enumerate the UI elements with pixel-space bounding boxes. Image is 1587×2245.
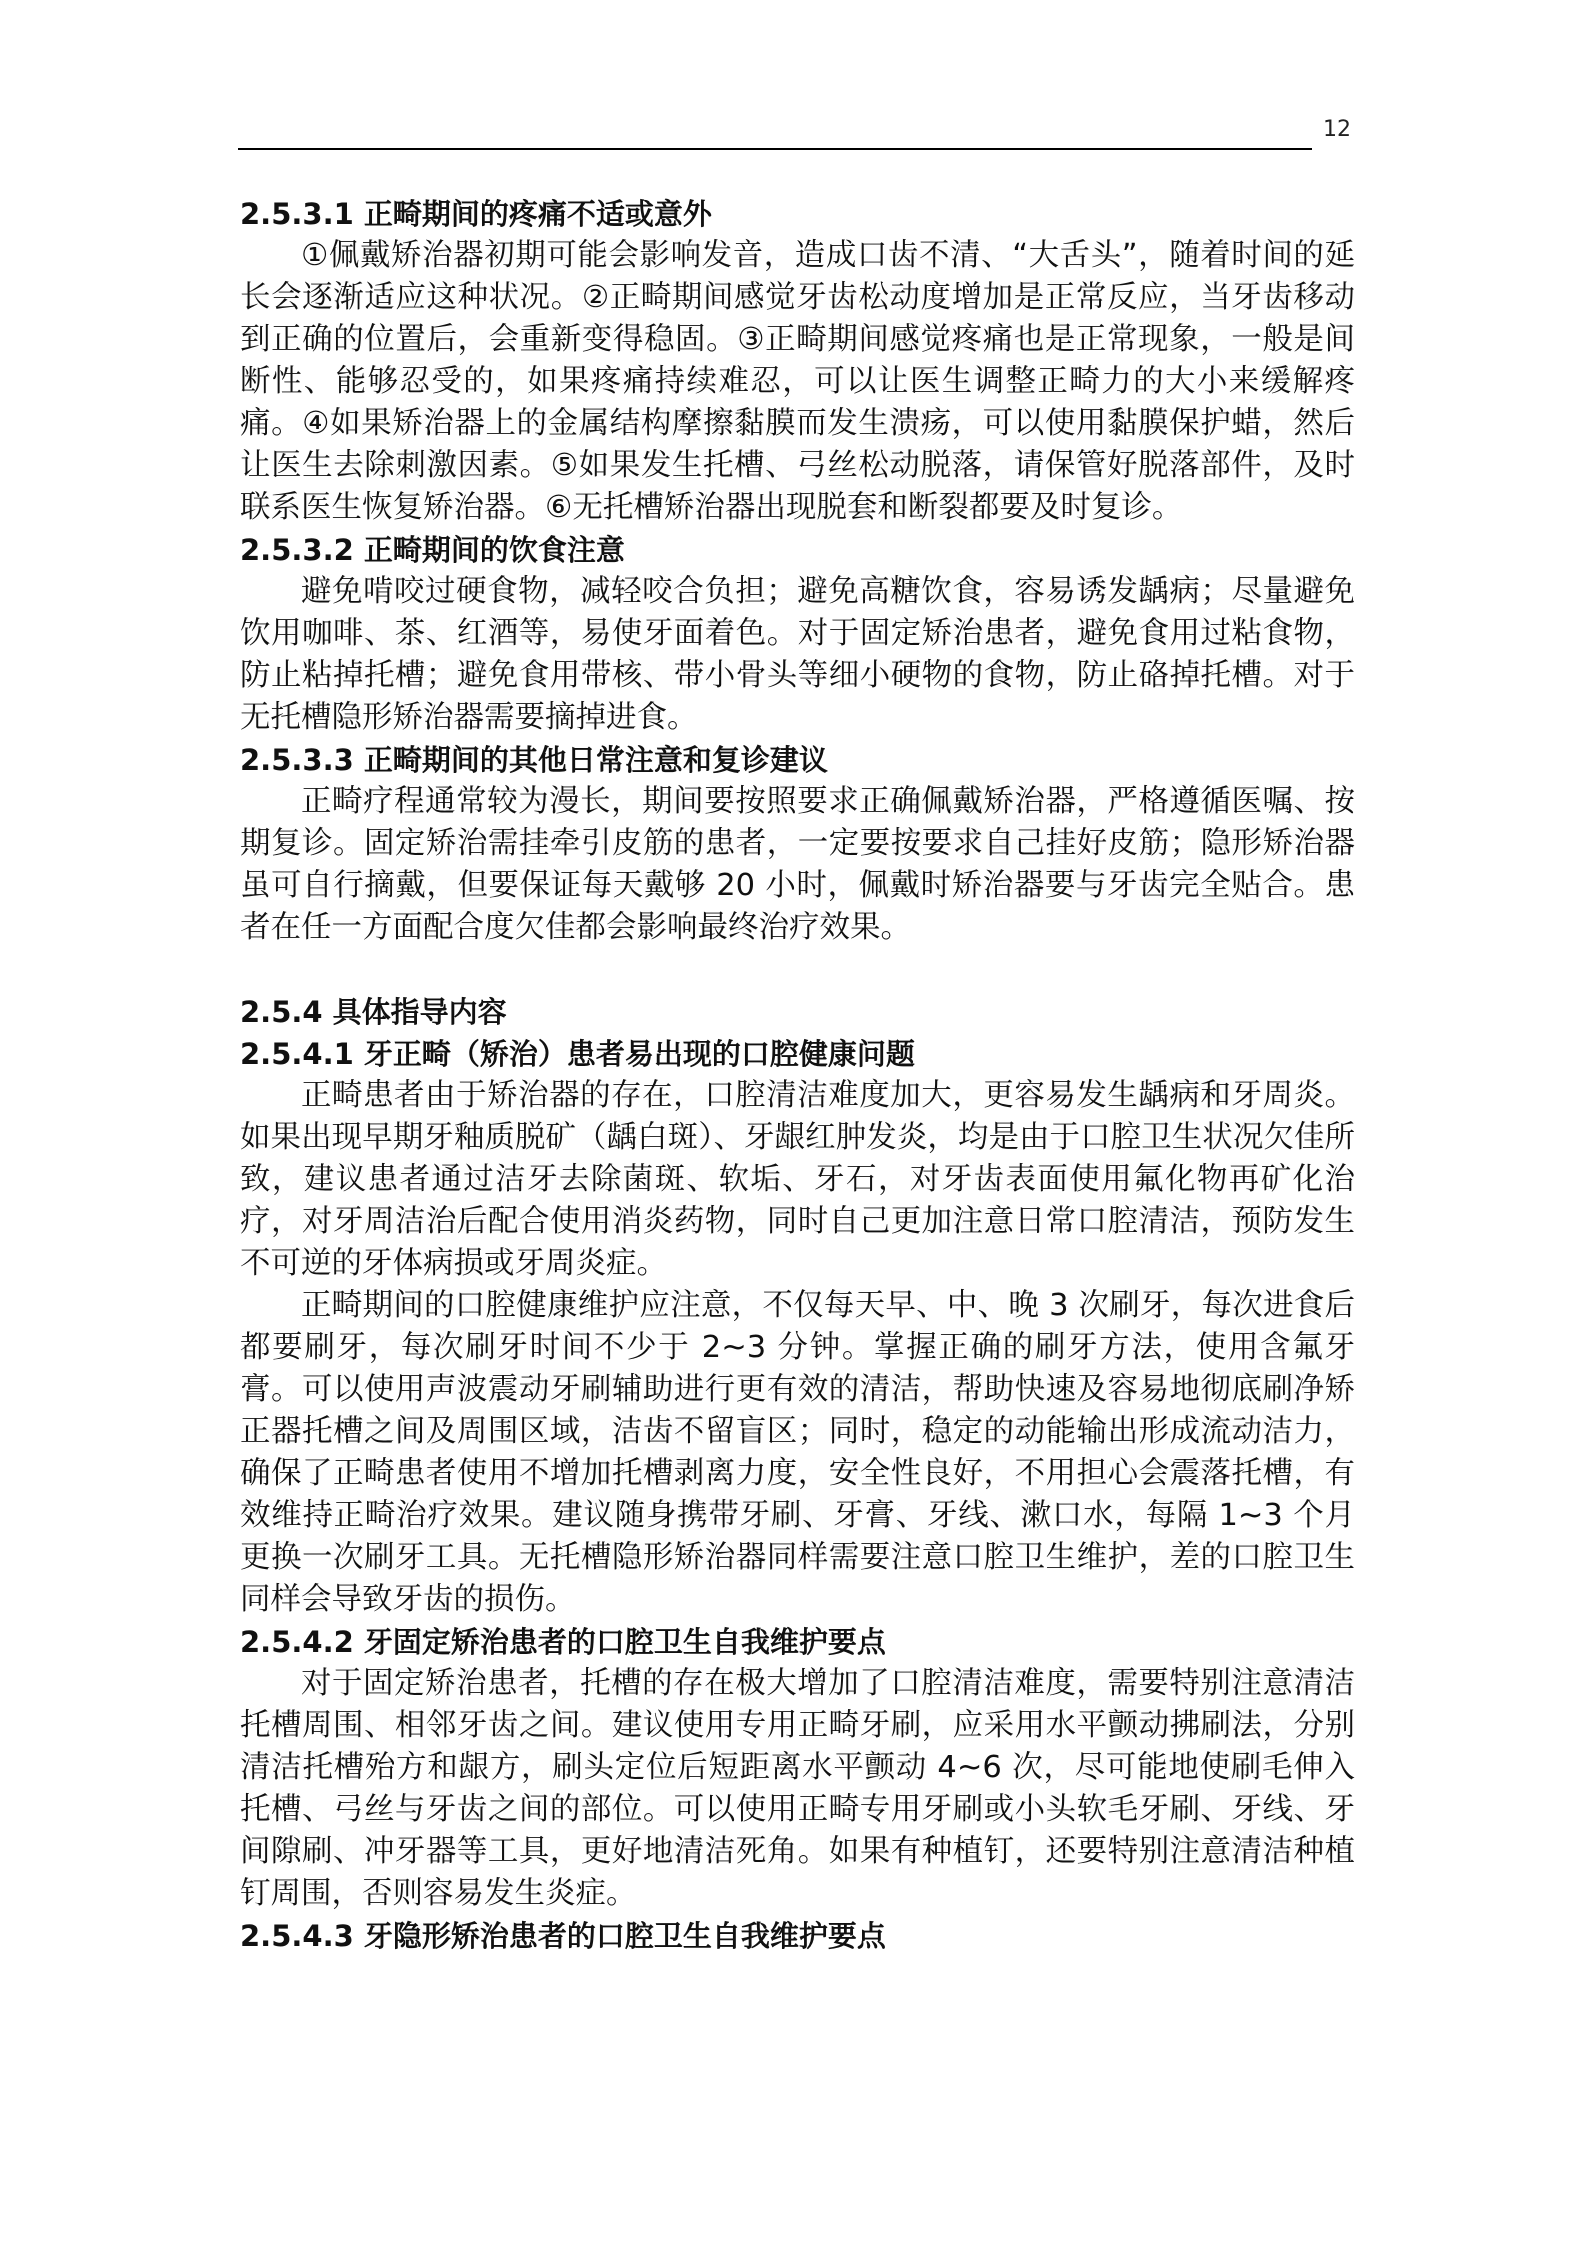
document-body [240,193,1355,1957]
header-rule [238,148,1312,150]
paragraph: 避免啃咬过硬食物，减轻咬合负担；避免高糖饮食，容易诱发龋病；尽量避免饮用咖啡、茶、红酒等，易使牙面着色。对于固定矫治患者，避免食用过粘食物，防止粘掉托槽；避免食用带核、带小骨头等细小硬物的食物，防止硌掉托槽。对于无托槽隐形矫治器需要摘掉进食。 [240,574,1355,735]
section-heading: 2.5.4.3 牙隐形矫治患者的口腔卫生自我维护要点 [240,1919,886,1953]
paragraph: ①佩戴矫治器初期可能会影响发音，造成口齿不清、“大舌头”，随着时间的延长会逐渐适应这种状况。②正畸期间感觉牙齿松动度增加是正常反应，当牙齿移动到正确的位置后，会重新变得稳固。③正畸期间感觉疼痛也是正常现象，一般是间断性、能够忍受的，如果疼痛持续难忍，可以让医生调整正畸力的大小来缓解疼痛。④如果矫治器上的金属结构摩擦黏膜而发生溃疡，可以使用黏膜保护蜡，然后让医生去除刺激因素。⑤如果发生托槽、弓丝松动脱落，请保管好脱落部件，及时联系医生恢复矫治器。⑥无托槽矫治器出现脱套和断裂都要及时复诊。 [240,238,1355,525]
paragraph: 正畸患者由于矫治器的存在，口腔清洁难度加大，更容易发生龋病和牙周炎。如果出现早期牙釉质脱矿（龋白斑）、牙龈红肿发炎，均是由于口腔卫生状况欠佳所致，建议患者通过洁牙去除菌斑、软垢、牙石，对牙齿表面使用氟化物再矿化治疗，对牙周洁治后配合使用消炎药物，同时自己更加注意日常口腔清洁，预防发生不可逆的牙体病损或牙周炎症。 [240,1078,1355,1281]
paragraph: 正畸期间的口腔健康维护应注意，不仅每天早、中、晚 3 次刷牙，每次进食后都要刷牙，每次刷牙时间不少于 2~3 分钟。掌握正确的刷牙方法，使用含氟牙膏。可以使用声波震动牙刷辅助进行更有效的清洁，帮助快速及容易地彻底刷净矫正器托槽之间及周围区域，洁齿不留盲区；同时，稳定的动能输出形成流动洁力，确保了正畸患者使用不增加托槽剥离力度，安全性良好，不用担心会震落托槽，有效维持正畸治疗效果。建议随身携带牙刷、牙膏、牙线、漱口水，每隔 1~3 个月更换一次刷牙工具。无托槽隐形矫治器同样需要注意口腔卫生维护，差的口腔卫生同样会导致牙齿的损伤。 [240,1288,1355,1617]
section-heading: 2.5.3.3 正畸期间的其他日常注意和复诊建议 [240,743,828,777]
section-heading: 2.5.4.1 牙正畸（矫治）患者易出现的口腔健康问题 [240,1037,915,1071]
section-heading: 2.5.4.2 牙固定矫治患者的口腔卫生自我维护要点 [240,1625,886,1659]
paragraph: 对于固定矫治患者，托槽的存在极大增加了口腔清洁难度，需要特别注意清洁托槽周围、相邻牙齿之间。建议使用专用正畸牙刷，应采用水平颤动拂刷法，分别清洁托槽殆方和龈方，刷头定位后短距离水平颤动 4~6 次，尽可能地使刷毛伸入托槽、弓丝与牙齿之间的部位。可以使用正畸专用牙刷或小头软毛牙刷、牙线、牙间隙刷、冲牙器等工具，更好地清洁死角。如果有种植钉，还要特别注意清洁种植钉周围，否则容易发生炎症。 [240,1666,1355,1911]
section-heading: 2.5.4 具体指导内容 [240,995,507,1029]
section-heading: 2.5.3.1 正畸期间的疼痛不适或意外 [240,197,712,231]
page-number: 12 [1323,117,1351,142]
paragraph: 正畸疗程通常较为漫长，期间要按照要求正确佩戴矫治器，严格遵循医嘱、按期复诊。固定矫治需挂牵引皮筋的患者，一定要按要求自己挂好皮筋；隐形矫治器虽可自行摘戴，但要保证每天戴够 20 小时，佩戴时矫治器要与牙齿完全贴合。患者在任一方面配合度欠佳都会影响最终治疗效果。 [240,784,1355,945]
section-heading: 2.5.3.2 正畸期间的饮食注意 [240,533,625,567]
